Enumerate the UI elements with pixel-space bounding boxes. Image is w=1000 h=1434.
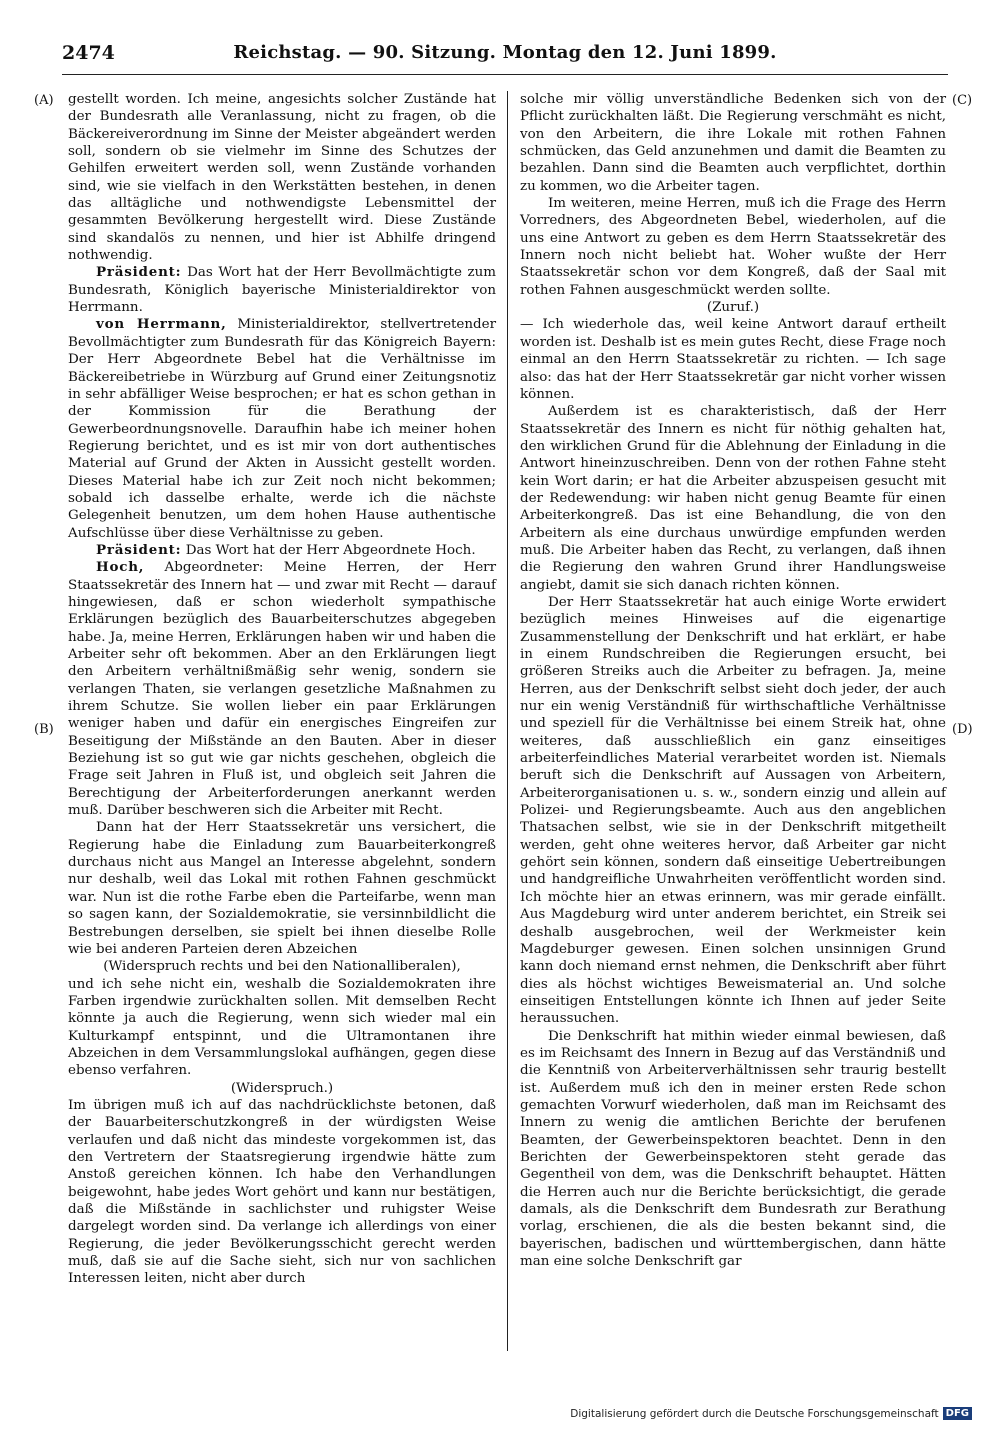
running-title: Reichstag. — 90. Sitzung. Montag den 12. Juni 1899. xyxy=(233,42,777,63)
speech-text: Ministerialdirektor, stellvertretender Bevollmächtigter zum Bundesrath für das Königreich Bayern: Der Herr Abgeordnete Bebel hat die Verhältnisse im Bäckereibetriebe in Würzburg auf Grund einer Zeitungsnotiz in sehr abfälliger Weise besprochen; er hat es schon gethan in der Kommission für die Berathung der Gewerbeordnungsnovelle. Daraufhin habe ich meiner hohen Regierung berichtet, und es ist mir von dort authentisches Material auf Grund der Akten in Aussicht gestellt worden. Dieses Material habe ich zur Zeit noch nicht bekommen; sobald ich dasselbe erhalte, werde ich die nächste Gelegenheit benutzen, um dem hohen Hause authentische Aufschlüsse über diese Verhältnisse zu geben. xyxy=(68,317,496,541)
speaker-paragraph xyxy=(68,316,496,541)
paragraph: — Ich wiederhole das, weil keine Antwort darauf ertheilt worden ist. Deshalb ist es mein gutes Recht, diese Frage noch einmal an den Herrn Staatssekretär zu richten. — Ich sage also: das hat der Herr Staatssekretär gar nicht vorher wissen können. xyxy=(520,317,946,402)
paragraph: gestellt worden. Ich meine, angesichts solcher Zustände hat der Bundesrath alle Veranlassung, nicht zu fragen, ob die Bäckereiverordnung im Sinne der Meister abgeändert werden soll, sondern ob sie vielmehr im Sinne des Schutzes der Gehilfen erweitert werden soll, wenn Zustände vorhanden sind, wie sie vielfach in den Werkstätten bestehen, in denen das alltägliche und nothwendigste Lebensmittel der gesammten Bevölkerung hergestellt wird. Diese Zustände sind skandalös zu nennen, und hier ist Abhilfe dringend nothwendig. xyxy=(68,92,496,264)
left-column xyxy=(68,91,496,1288)
interjection: (Widerspruch rechts und bei den Nationalliberalen), xyxy=(103,959,461,975)
interjection: (Widerspruch.) xyxy=(230,1080,334,1096)
dfg-logo: DFG xyxy=(943,1407,972,1420)
paragraph: und ich sehe nicht ein, weshalb die Sozialdemokraten ihre Farben irgendwie zurückhalten sollen. Mit demselben Recht könnte ja auch die Regierung, wenn sich wieder mal ein Kulturkampf entspinnt, und die Ultramontanen ihre Abzeichen in dem Versammlungslokal aufhängen, gegen diese ebenso verfahren. xyxy=(68,976,496,1079)
margin-marker-d: (D) xyxy=(952,722,973,737)
paragraph: Im übrigen muß ich auf das nachdrücklichste betonen, daß der Bauarbeiterschutzkongreß in der würdigsten Weise verlaufen und daß nicht das mindeste vorgekommen ist, das den Vertretern der Staatsregierung irgendwie hätte zum Anstoß gereichen können. Ich habe den Verhandlungen beigewohnt, habe jedes Wort gehört und kann nur bestätigen, daß die Mißstände in sachlichster und ruhigster Weise dargelegt worden sind. Da verlange ich allerdings von einer Regierung, die jeder Bevölkerungsschicht gerecht werden muß, daß sie auf die Sache sieht, sich nur von sachlichen Interessen leiten, nicht aber durch xyxy=(68,1097,496,1287)
speaker-name: von Herrmann, xyxy=(96,316,227,333)
speaker-name: Präsident: xyxy=(96,541,182,558)
speaker-name: Präsident: xyxy=(96,264,182,281)
paragraph: Im weiteren, meine Herren, muß ich die Frage des Herrn Vorredners, des Abgeordneten Bebel, wiederholen, auf die uns eine Antwort zu geben es dem Herrn Staatssekretär des Innern noch nicht beliebt hat. Woher wußte der Herr Staatssekretär schon vor dem Kongreß, daß der Saal mit rothen Fahnen ausgeschmückt werden sollte. xyxy=(520,196,946,298)
speaker-paragraph xyxy=(68,264,496,316)
speaker-name: Hoch, xyxy=(96,559,145,576)
page-number: 2474 xyxy=(62,42,115,64)
margin-marker-c: (C) xyxy=(952,93,973,108)
speech-text: Das Wort hat der Herr Bevollmächtigte zum Bundesrath, Königlich bayerische Ministerialdirektor von Herrmann. xyxy=(68,265,496,316)
speaker-paragraph xyxy=(68,559,496,819)
interjection: (Zuruf.) xyxy=(706,300,760,316)
speech-text: Das Wort hat der Herr Abgeordnete Hoch. xyxy=(181,542,476,558)
column-divider xyxy=(507,91,508,1351)
footer-credit: Digitalisierung gefördert durch die Deutsche Forschungsgemeinschaft xyxy=(570,1407,939,1420)
margin-marker-a: (A) xyxy=(34,93,54,108)
footer xyxy=(570,1407,972,1420)
speaker-paragraph xyxy=(68,542,496,559)
paragraph: Der Herr Staatssekretär hat auch einige Worte erwidert bezüglich meines Hinweises auf die eigenartige Zusammenstellung der Denkschrift und hat erklärt, er habe in einem Rundschreiben die Regierungen ersucht, bei größeren Streiks auch die Arbeiter zu befragen. Ja, meine Herren, aus der Denkschrift selbst sieht doch jeder, der auch nur ein wenig Verständniß für wirthschaftliche Verhältnisse und speziell für die Verhältnisse bei einem Streik hat, ohne weiteres, daß ausschließlich ein ganz einseitiges arbeiterfeindliches Material verarbeitet worden ist. Niemals beruft sich die Denkschrift auf Aussagen von Arbeitern, Arbeiterorganisationen u. s. w., sondern einzig und allein auf Polizei- und Regierungsbeamte. Auch aus den angeblichen Thatsachen selbst, wie sie in der Denkschrift mitgetheilt werden, geht ohne weiteres hervor, daß Arbeiter gar nicht gehört sein können, sondern daß einseitige Uebertreibungen und handgreifliche Unwahrheiten veröffentlicht worden sind. Ich möchte hier an etwas erinnern, was mir gerade einfällt. Aus Magdeburg wird unter anderem berichtet, ein Streik sei deshalb ausgebrochen, weil der Werkmeister kein Magdeburger gewesen. Einen solchen unsinnigen Grund kann doch niemand ernst nehmen, die Denkschrift aber führt dies als höchst wichtiges Beweismaterial an. Und solche einseitigen Entstellungen könnte ich Ihnen auf jeder Seite heraussuchen. xyxy=(520,594,946,1027)
paragraph: Dann hat der Herr Staatssekretär uns versichert, die Regierung habe die Einladung zum Bauarbeiterkongreß durchaus nicht aus Mangel an Interesse abgelehnt, sondern nur deshalb, weil das Lokal mit rothen Fahnen geschmückt war. Nun ist die rothe Farbe eben die Parteifarbe, wenn man so sagen kann, der Sozialdemokratie, sie versinnbildlicht die Bestrebungen derselben, sie spielt bei ihnen dieselbe Rolle wie bei anderen Parteien deren Abzeichen xyxy=(68,820,496,957)
right-column xyxy=(520,91,946,1270)
margin-marker-b: (B) xyxy=(34,722,54,737)
page-header xyxy=(62,40,948,75)
paragraph: Die Denkschrift hat mithin wieder einmal bewiesen, daß es im Reichsamt des Innern in Bezug auf das Verständniß und die Kenntniß von Arbeiterverhältnissen sehr traurig bestellt ist. Außerdem muß ich den in meiner ersten Rede schon gemachten Vorwurf wiederholen, daß man im Reichsamt des Innern zu wenig die amtlichen Berichte der berufenen Beamten, der Gewerbeinspektoren beachtet. Denn in den Berichten der Gewerbeinspektoren steht gerade das Gegentheil von dem, was die Denkschrift behauptet. Hätten die Herren auch nur die Berichte berücksichtigt, die gerade damals, als die Denkschrift dem Bundesrath zur Berathung vorlag, erschienen, die als die besten bekannt sind, die bayerischen, badischen und württembergischen, dann hätte man eine solche Denkschrift gar xyxy=(520,1028,946,1270)
paragraph: Außerdem ist es charakteristisch, daß der Herr Staatssekretär des Innern es nicht für nöthig gehalten hat, den wirklichen Grund für die Ablehnung der Einladung in die Antwort hineinzuschreiben. Denn von der rothen Fahne steht kein Wort darin; er hat die Arbeiter abzuspeisen gesucht mit der Redewendung: wir haben nicht genug Beamte für einen Arbeiterkongreß. Das ist eine Behandlung, die von den Arbeitern als eine durchaus unwürdige empfunden werden muß. Die Arbeiter haben das Recht, zu verlangen, daß ihnen die Regierung den wahren Grund ihrer Handlungsweise angiebt, damit sie sich danach richten können. xyxy=(520,404,946,593)
speech-text: Abgeordneter: Meine Herren, der Herr Staatssekretär des Innern hat — und zwar mit Recht — darauf hingewiesen, daß er schon wiederholt sympathische Erklärungen bezüglich des Bauarbeiterschutzes abgegeben habe. Ja, meine Herren, Erklärungen haben wir und haben die Arbeiter sehr oft bekommen. Aber an den Erklärungen liegt den Arbeitern verhältnißmäßig sehr wenig, sondern sie verlangen Thaten, sie verlangen gesetzliche Maßnahmen zu ihrem Schutze. Sie wollen lieber ein paar Erklärungen weniger haben und dafür ein energisches Eingreifen zur Beseitigung der Mißstände an den Bauten. Aber in dieser Beziehung ist so gut wie gar nichts geschehen, obgleich die Frage seit Jahren in Fluß ist, und obgleich seit Jahren die Berechtigung der Arbeiterforderungen anerkannt werden muß. Darüber beschweren sich die Arbeiter mit Recht. xyxy=(68,560,496,819)
paragraph: solche mir völlig unverständliche Bedenken sich von der Pflicht zurückhalten läßt. Die Regierung verschmäht es nicht, von den Arbeitern, die ihre Lokale mit rothen Fahnen schmücken, das Geld anzunehmen und damit die Beamten zu bezahlen. Dann sind die Beamten auch verpflichtet, dorthin zu kommen, wo die Arbeiter tagen. xyxy=(520,92,946,194)
